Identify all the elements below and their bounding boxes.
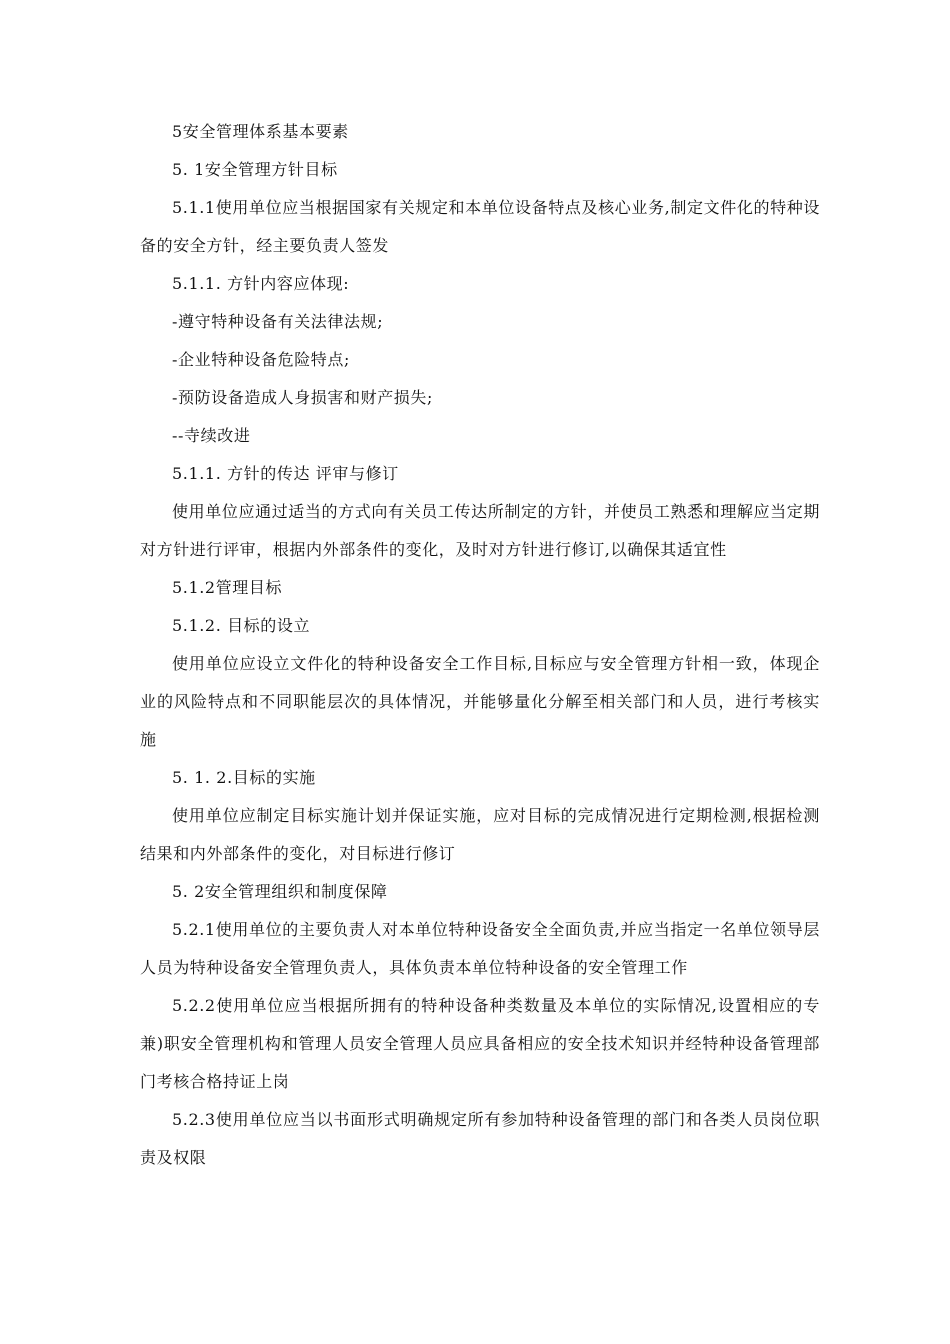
paragraph-target-implementation: 使用单位应制定目标实施计划并保证实施，应对目标的完成情况进行定期检测,根据检测结果和内外部条件的变化，对目标进行修订 [140, 806, 820, 863]
list-item: --寺续改进 [172, 426, 251, 445]
section-heading-5-1-2: 5.1.2管理目标 [172, 578, 283, 597]
paragraph-5-2-2: 5.2.2使用单位应当根据所拥有的特种设备种类数量及本单位的实际情况,设置相应的专兼)职安全管理机构和管理人员安全管理人员应具备相应的安全技术知识并经特种设备管理部门考核合格持证上岗 [140, 996, 820, 1091]
document-body [140, 113, 820, 1177]
subheading-target-implementation: 5. 1. 2.目标的实施 [172, 768, 316, 787]
subheading-target-setting: 5.1.2. 目标的设立 [172, 616, 311, 635]
list-item: -遵守特种设备有关法律法规; [172, 312, 384, 331]
subheading-policy-content: 5.1.1. 方针内容应体现: [172, 274, 350, 293]
section-heading-5-1: 5. 1安全管理方针目标 [172, 160, 338, 179]
paragraph-5-2-3: 5.2.3使用单位应当以书面形式明确规定所有参加特种设备管理的部门和各类人员岗位职责及权限 [140, 1110, 820, 1167]
section-heading-5: 5安全管理体系基本要素 [172, 122, 349, 141]
section-heading-5-2: 5. 2安全管理组织和制度保障 [172, 882, 388, 901]
paragraph-policy-review: 使用单位应通过适当的方式向有关员工传达所制定的方针，并使员工熟悉和理解应当定期对方针进行评审，根据内外部条件的变化，及时对方针进行修订,以确保其适宜性 [140, 502, 820, 559]
list-item: -企业特种设备危险特点; [172, 350, 350, 369]
paragraph-target-setting: 使用单位应设立文件化的特种设备安全工作目标,目标应与安全管理方针相一致，体现企业的风险特点和不同职能层次的具体情况，并能够量化分解至相关部门和人员，进行考核实施 [140, 654, 820, 749]
list-item: -预防设备造成人身损害和财产损失; [172, 388, 433, 407]
paragraph-5-2-1: 5.2.1使用单位的主要负责人对本单位特种设备安全全面负责,并应当指定一名单位领导层人员为特种设备安全管理负责人，具体负责本单位特种设备的安全管理工作 [140, 920, 820, 977]
subheading-policy-review: 5.1.1. 方针的传达 评审与修订 [172, 464, 399, 483]
paragraph-5-1-1: 5.1.1使用单位应当根据国家有关规定和本单位设备特点及核心业务,制定文件化的特种设备的安全方针，经主要负责人签发 [140, 198, 820, 255]
